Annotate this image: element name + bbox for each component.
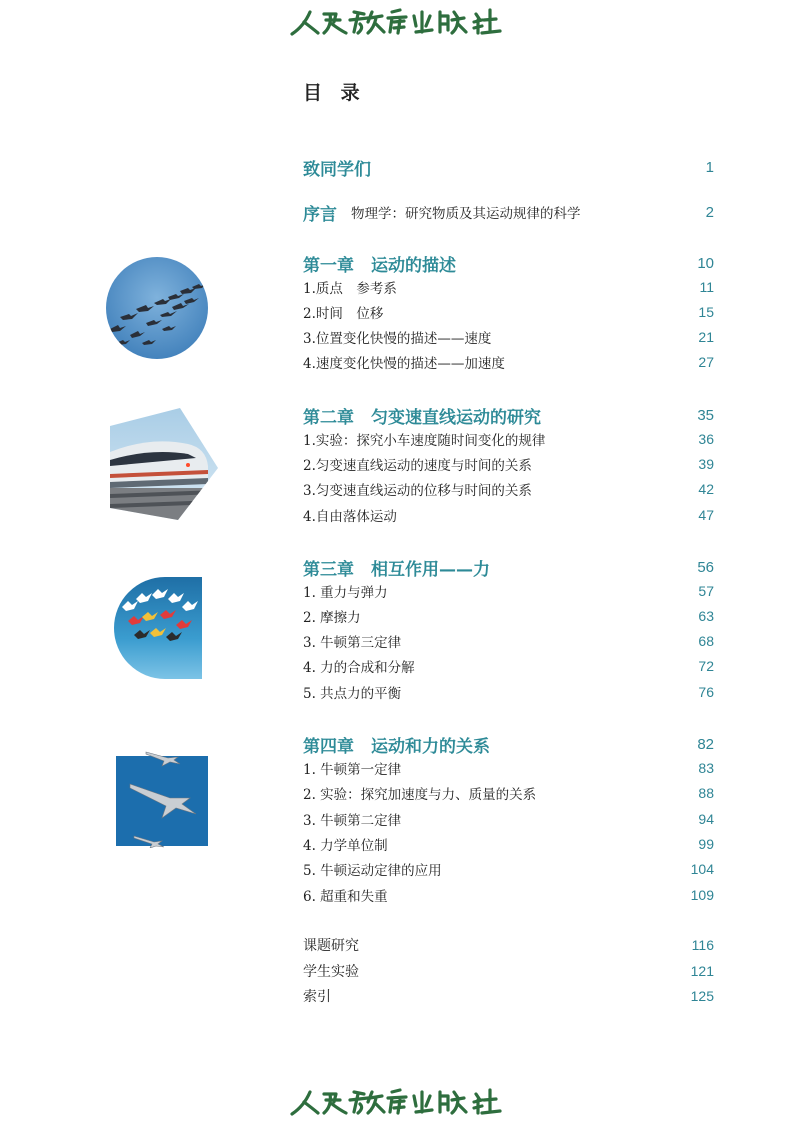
page-number: 15 [698,304,714,320]
chapter-title: 第一章 运动的描述 [303,255,456,276]
toc-entry-back[interactable] [303,934,714,956]
section-entry[interactable] [303,504,714,526]
page-number: 94 [698,811,714,827]
chapter-title: 第四章 运动和力的关系 [303,736,490,757]
page-number: 27 [698,354,714,370]
page-number: 104 [690,861,714,877]
section-entry[interactable] [303,808,714,830]
section-entry[interactable] [303,428,714,450]
section-title: 3. 牛顿第二定律 [303,813,402,829]
section-title: 2. 实验：探究加速度与力、质量的关系 [303,787,537,803]
section-title: 4.自由落体运动 [303,509,397,525]
toc-entry-preface[interactable] [303,201,714,223]
entry-title: 课题研究 [303,938,359,954]
page-number: 82 [697,735,714,753]
toc-entry-back[interactable] [303,985,714,1007]
publisher-logo-top [288,6,508,36]
section-title: 1. 重力与弹力 [303,585,388,601]
toc-entry-front[interactable] [303,156,714,178]
page-number: 83 [698,760,714,776]
section-title: 4. 力学单位制 [303,838,388,854]
entry-title: 学生实验 [303,964,359,980]
section-entry[interactable] [303,301,714,323]
section-title: 4.速度变化快慢的描述——加速度 [303,356,505,372]
section-entry[interactable] [303,833,714,855]
toc-title: 目 录 [303,82,366,104]
section-entry[interactable] [303,326,714,348]
entry-title: 序言 [303,204,337,225]
chapter-heading[interactable] [303,252,714,274]
section-entry[interactable] [303,681,714,703]
page-number: 88 [698,785,714,801]
section-title: 1.质点 参考系 [303,281,397,297]
chapter-heading[interactable] [303,556,714,578]
page-number: 11 [699,279,714,295]
section-title: 6. 超重和失重 [303,889,388,905]
page-number: 57 [698,583,714,599]
section-title: 3. 牛顿第三定律 [303,635,402,651]
section-title: 5. 共点力的平衡 [303,686,402,702]
publisher-logo-bottom [288,1086,508,1116]
section-title: 1. 牛顿第一定律 [303,762,402,778]
chapter-image-jets [116,748,208,848]
section-title: 1.实验：探究小车速度随时间变化的规律 [303,433,546,449]
section-entry[interactable] [303,276,714,298]
section-entry[interactable] [303,478,714,500]
page-number: 56 [697,558,714,576]
entry-subtitle: 物理学：研究物质及其运动规律的科学 [351,206,581,222]
page-number: 116 [691,937,714,953]
page-number: 121 [690,963,714,979]
page-number: 1 [705,158,714,176]
chapter-heading[interactable] [303,733,714,755]
section-entry[interactable] [303,782,714,804]
page-number: 72 [698,658,714,674]
page-number: 76 [698,684,714,700]
section-title: 2.匀变速直线运动的速度与时间的关系 [303,458,532,474]
section-title: 2.时间 位移 [303,306,384,322]
section-title: 5. 牛顿运动定律的应用 [303,863,442,879]
section-entry[interactable] [303,630,714,652]
section-entry[interactable] [303,858,714,880]
section-entry[interactable] [303,580,714,602]
page-number: 47 [698,507,714,523]
page-number: 63 [698,608,714,624]
chapter-title: 第二章 匀变速直线运动的研究 [303,407,541,428]
page-number: 21 [698,329,714,345]
page-number: 125 [690,988,714,1004]
chapter-image-train [110,408,218,520]
section-entry[interactable] [303,605,714,627]
section-entry[interactable] [303,351,714,373]
page-number: 10 [697,254,714,272]
toc-entry-back[interactable] [303,960,714,982]
section-entry[interactable] [303,453,714,475]
section-entry[interactable] [303,757,714,779]
page-number: 99 [698,836,714,852]
page-number: 39 [698,456,714,472]
page-number: 35 [697,406,714,424]
section-title: 3.匀变速直线运动的位移与时间的关系 [303,483,532,499]
page-number: 68 [698,633,714,649]
entry-title: 索引 [303,989,331,1005]
chapter-title: 第三章 相互作用——力 [303,559,490,580]
entry-title: 致同学们 [303,159,371,180]
page-number: 36 [698,431,714,447]
section-entry[interactable] [303,884,714,906]
page-number: 109 [690,887,714,903]
section-entry[interactable] [303,655,714,677]
section-title: 3.位置变化快慢的描述——速度 [303,331,492,347]
chapter-image-skydivers [114,577,202,679]
page-number: 42 [698,481,714,497]
page-number: 2 [705,203,714,221]
chapter-heading[interactable] [303,404,714,426]
chapter-image-birds [106,257,208,359]
section-title: 2. 摩擦力 [303,610,361,626]
section-title: 4. 力的合成和分解 [303,660,415,676]
